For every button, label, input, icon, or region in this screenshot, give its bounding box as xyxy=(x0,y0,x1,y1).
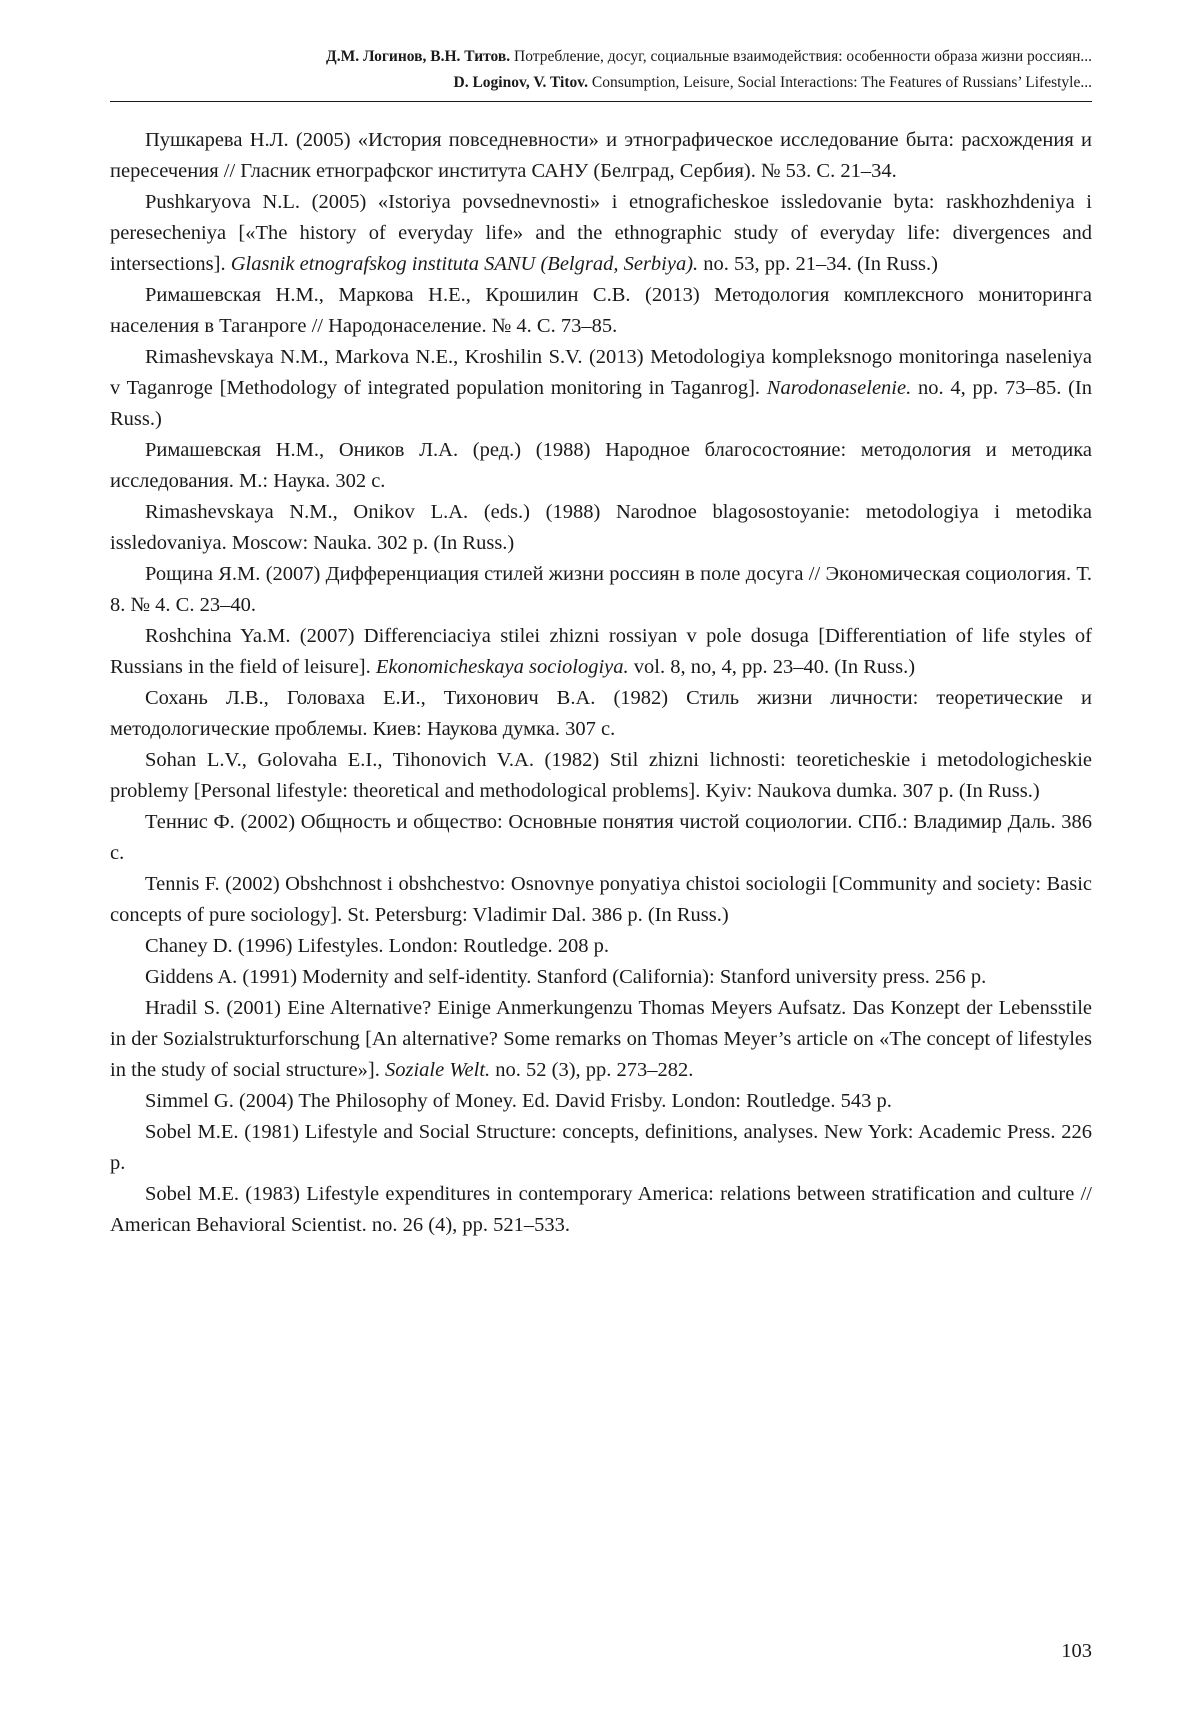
reference-item: Hradil S. (2001) Eine Alternative? Einige Anmerkungenzu Thomas Meyers Aufsatz. Das Konzept der Lebensstile in der Sozialstrukturforschung [An alternative? Some remarks on Thomas Meyer’s article on «The concept of lifestyles in the study of social structure»]. Soziale Welt. no. 52 (3), pp. 273–282. xyxy=(110,997,1092,1081)
reference-item: Римашевская Н.М., Маркова Н.Е., Крошилин С.В. (2013) Методология комплексного мониторинга населения в Таганроге // Народонаселение. № 4. С. 73–85. xyxy=(110,284,1092,337)
reference-item: Пушкарева Н.Л. (2005) «История повседневности» и этнографическое исследование быта: расхождения и пересечения // Гласник етнографског института САНУ (Белград, Сербия). № 53. С. 21–34. xyxy=(110,129,1092,182)
running-header-en xyxy=(110,70,1092,96)
reference-list xyxy=(110,125,1092,1241)
reference-item: Рощина Я.М. (2007) Дифференциация стилей жизни россиян в поле досуга // Экономическая социология. Т. 8. № 4. С. 23–40. xyxy=(110,563,1092,616)
reference-item: Rimashevskaya N.M., Markova N.E., Kroshilin S.V. (2013) Metodologiya kompleksnogo monitoringa naseleniya v Taganroge [Methodology of integrated population monitoring in Taganrog]. Narodonaselenie. no. 4, pp. 73–85. (In Russ.) xyxy=(110,346,1092,430)
reference-item: Giddens A. (1991) Modernity and self-identity. Stanford (California): Stanford university press. 256 p. xyxy=(145,966,987,988)
running-header-ru xyxy=(110,44,1092,70)
page-number: 103 xyxy=(1061,1640,1092,1662)
reference-item: Simmel G. (2004) The Philosophy of Money. Ed. David Frisby. London: Routledge. 543 p. xyxy=(145,1090,892,1112)
header-authors-en: D. Loginov, V. Titov. xyxy=(453,74,589,91)
header-title-ru: Потребление, досуг, социальные взаимодействия: особенности образа жизни россиян... xyxy=(510,48,1092,65)
reference-item: Sohan L.V., Golovaha E.I., Tihonovich V.A. (1982) Stil zhizni lichnosti: teoreticheskie i metodologicheskie problemy [Personal lifestyle: theoretical and methodological problems]. Kyiv: Naukova dumka. 307 p. (In Russ.) xyxy=(110,749,1092,802)
header-title-en: Consumption, Leisure, Social Interactions: The Features of Russians’ Lifestyle... xyxy=(588,74,1092,91)
reference-item: Sobel M.E. (1983) Lifestyle expenditures in contemporary America: relations between stratification and culture // American Behavioral Scientist. no. 26 (4), pp. 521–533. xyxy=(110,1183,1092,1236)
reference-item: Rimashevskaya N.M., Onikov L.A. (eds.) (1988) Narodnoe blagosostoyanie: metodologiya i metodika issledovaniya. Moscow: Nauka. 302 p. (In Russ.) xyxy=(110,501,1092,554)
reference-item: Roshchina Ya.M. (2007) Differenciaciya stilei zhizni rossiyan v pole dosuga [Differentiation of life styles of Russians in the field of leisure]. Ekonomicheskaya sociologiya. vol. 8, no, 4, pp. 23–40. (In Russ.) xyxy=(110,625,1092,678)
reference-item: Chaney D. (1996) Lifestyles. London: Routledge. 208 p. xyxy=(145,935,610,957)
reference-item: Сохань Л.В., Головаха Е.И., Тихонович В.А. (1982) Стиль жизни личности: теоретические и методологические проблемы. Киев: Наукова думка. 307 с. xyxy=(110,687,1092,740)
header-authors-ru: Д.М. Логинов, В.Н. Титов. xyxy=(326,48,511,65)
reference-item: Tennis F. (2002) Obshchnost i obshchestvo: Osnovnye ponyatiya chistoi sociologii [Community and society: Basic concepts of pure sociology]. St. Petersburg: Vladimir Dal. 386 p. (In Russ.) xyxy=(110,873,1092,926)
reference-item: Pushkaryova N.L. (2005) «Istoriya povsednevnosti» i etnograficheskoe issledovanie byta: raskhozhdeniya i peresecheniya [«The history of everyday life» and the ethnographic study of everyday life: divergences and intersections]. Glasnik etnografskog instituta SANU (Belgrad, Serbiya). no. 53, pp. 21–34. (In Russ.) xyxy=(110,191,1092,275)
reference-item: Теннис Ф. (2002) Общность и общество: Основные понятия чистой социологии. СПб.: Владимир Даль. 386 с. xyxy=(110,811,1092,864)
header-rule xyxy=(110,101,1092,102)
reference-item: Sobel M.E. (1981) Lifestyle and Social Structure: concepts, definitions, analyses. New York: Academic Press. 226 p. xyxy=(110,1121,1092,1174)
reference-item: Римашевская Н.М., Оников Л.А. (ред.) (1988) Народное благосостояние: методология и методика исследования. М.: Наука. 302 с. xyxy=(110,439,1092,492)
running-header xyxy=(110,44,1092,96)
